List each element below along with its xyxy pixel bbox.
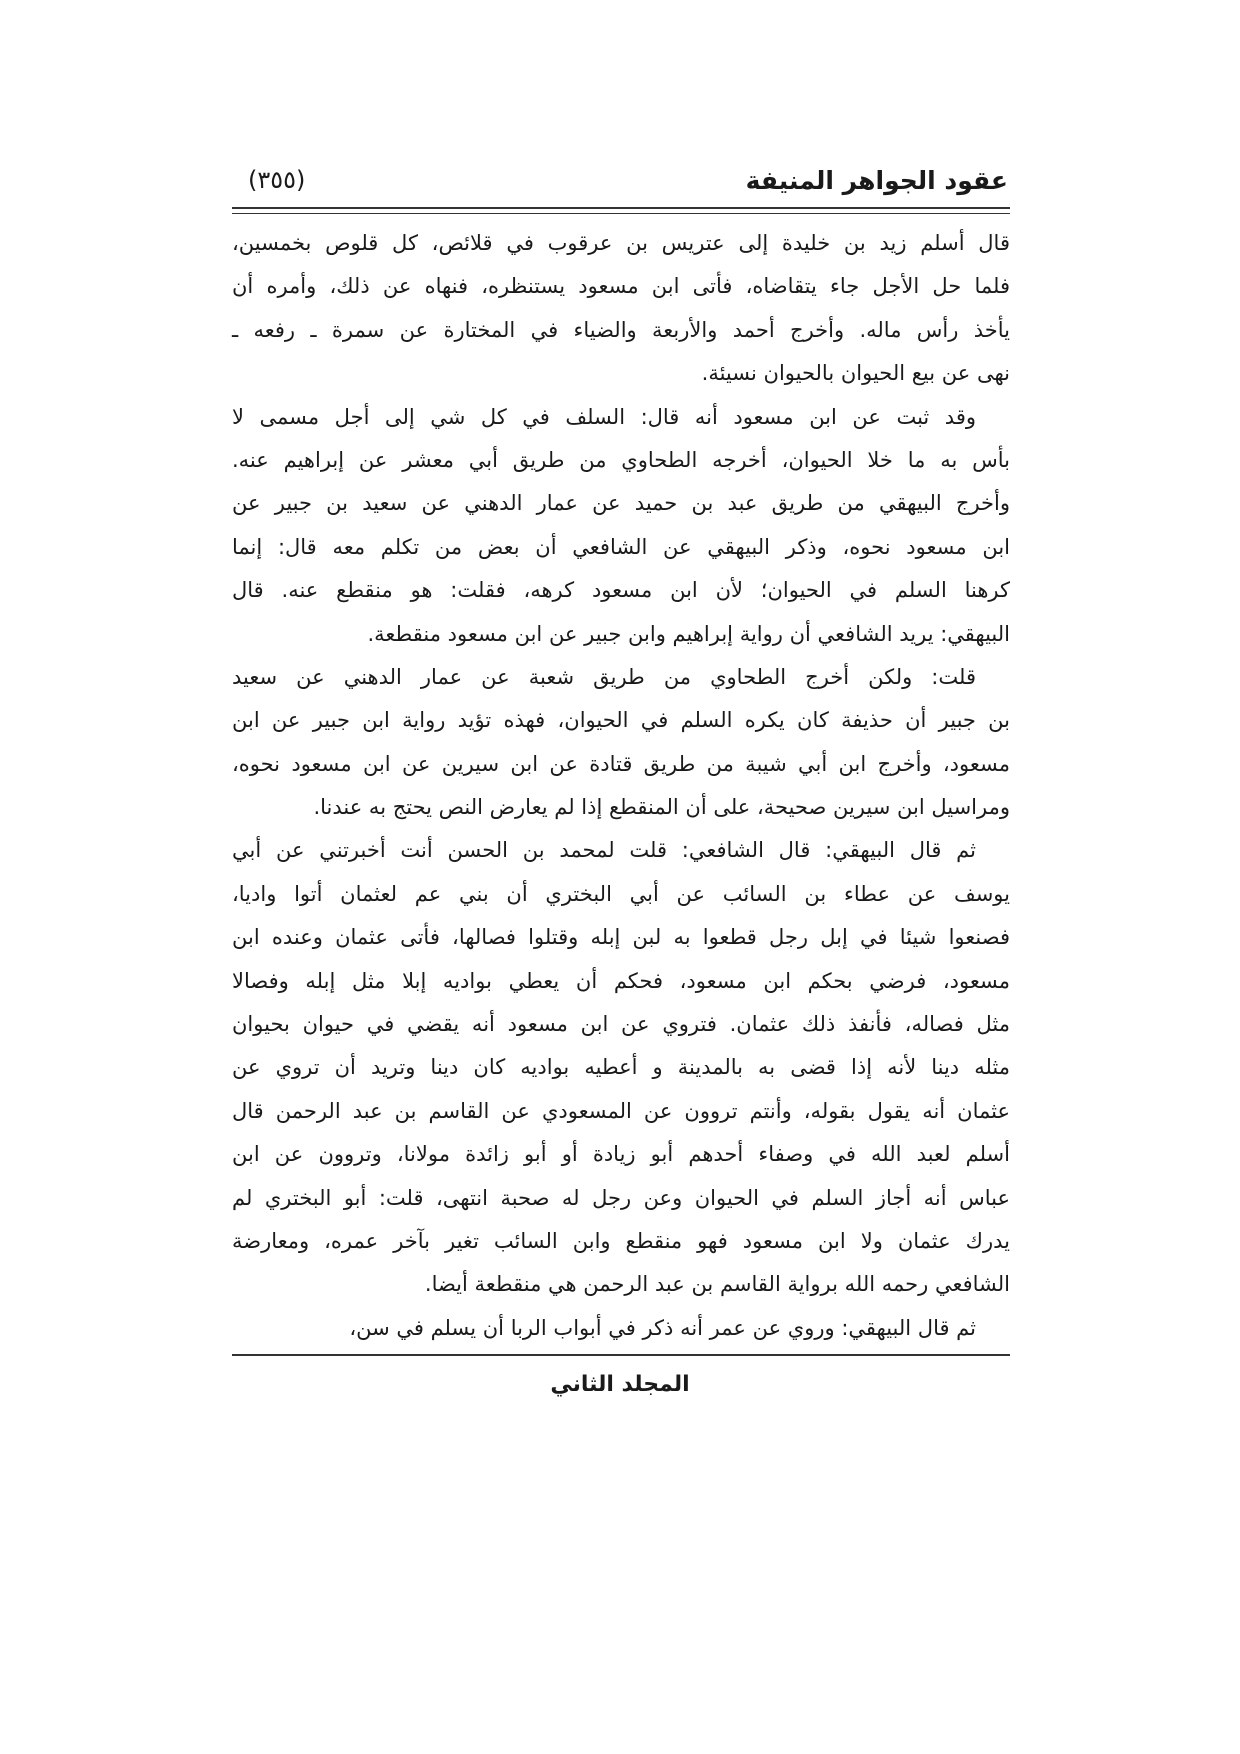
footer-volume-label: المجلد الثاني [550,1372,690,1397]
text-line: عثمان أنه يقول بقوله، وأنتم تروون عن المسعودي عن القاسم بن عبد الرحمن قال [232,1098,1010,1123]
text-line: يدرك عثمان ولا ابن مسعود فهو منقطع وابن السائب تغير بآخر عمره، ومعارضة [232,1228,1010,1253]
text-line: مثله دينا لأنه إذا قضى به بالمدينة و أعطيه بواديه كان دينا وتريد أن تروي عن [232,1055,1010,1080]
text-line: قلت: ولكن أخرج الطحاوي من طريق شعبة عن عمار الدهني عن سعيد [232,664,976,689]
footer-rule [232,1354,1010,1356]
text-line: الشافعي رحمه الله برواية القاسم بن عبد الرحمن هي منقطعة أيضا. [424,1272,1010,1297]
page-number: (٣٥٥) [248,166,306,194]
text-line: نهى عن بيع الحيوان بالحيوان نسيئة. [701,361,1010,386]
text-line: ومراسيل ابن سيرين صحيحة، على أن المنقطع إذا لم يعارض النص يحتج به عندنا. [313,795,1010,820]
text-line: ابن مسعود نحوه، وذكر البيهقي عن الشافعي أن بعض من تكلم معه قال: إنما [232,534,1010,559]
text-line: كرهنا السلم في الحيوان؛ لأن ابن مسعود كرهه، فقلت: هو منقطع عنه. قال [232,578,1010,603]
text-line: بن جبير أن حذيفة كان يكره السلم في الحيوان، فهذه تؤيد رواية ابن جبير عن ابن [232,708,1010,733]
text-line: ثم قال البيهقي: وروي عن عمر أنه ذكر في أبواب الربا أن يسلم في سن، [349,1315,976,1340]
text-line: وقد ثبت عن ابن مسعود أنه قال: السلف في كل شي إلى أجل مسمى لا [232,404,976,429]
text-line: مثل فصاله، فأنفذ ذلك عثمان. فتروي عن ابن مسعود أنه يقضي في حيوان بحيوان [232,1012,1010,1037]
body-text [232,222,1010,1350]
text-line: مسعود، فرضي بحكم ابن مسعود، فحكم أن يعطي بواديه إبلا مثل إبله وفصالا [232,968,1010,993]
text-line: وأخرج البيهقي من طريق عبد بن حميد عن عمار الدهني عن سعيد بن جبير عن [232,491,1010,516]
text-line: يوسف عن عطاء بن السائب عن أبي البختري أن بني عم لعثمان أتوا واديا، [232,881,1010,906]
text-line: قال أسلم زيد بن خليدة إلى عتريس بن عرقوب في قلائص، كل قلوص بخمسين، [232,231,1010,255]
text-line: مسعود، وأخرج ابن أبي شيبة من طريق قتادة عن ابن سيرين عن ابن مسعود نحوه، [232,751,1010,776]
running-header-title: عقود الجواهر المنيفة [745,166,1008,195]
text-line: أسلم لعبد الله في وصفاء أحدهم أبو زيادة أو أبو زائدة مولانا، وتروون عن ابن [232,1142,1010,1167]
header-double-rule [232,207,1010,214]
text-line: يأخذ رأس ماله. وأخرج أحمد والأربعة والضياء في المختارة عن سمرة ـ رفعه ـ [232,317,1010,342]
text-line: البيهقي: يريد الشافعي أن رواية إبراهيم وابن جبير عن ابن مسعود منقطعة. [367,621,1010,646]
text-line: فصنعوا شيئا في إبل رجل قطعوا به لبن إبله وقتلوا فصالها، فأتى عثمان وعنده ابن [232,925,1010,950]
text-line: ثم قال البيهقي: قال الشافعي: قلت لمحمد بن الحسن أنت أخبرتني عن أبي [232,838,976,863]
text-line: فلما حل الأجل جاء يتقاضاه، فأتى ابن مسعود يستنظره، فنهاه عن ذلك، وأمره أن [232,274,1010,299]
text-line: عباس أنه أجاز السلم في الحيوان وعن رجل له صحبة انتهى، قلت: أبو البختري لم [232,1185,1010,1210]
text-line: بأس به ما خلا الحيوان، أخرجه الطحاوي من طريق أبي معشر عن إبراهيم عنه. [232,447,1010,472]
